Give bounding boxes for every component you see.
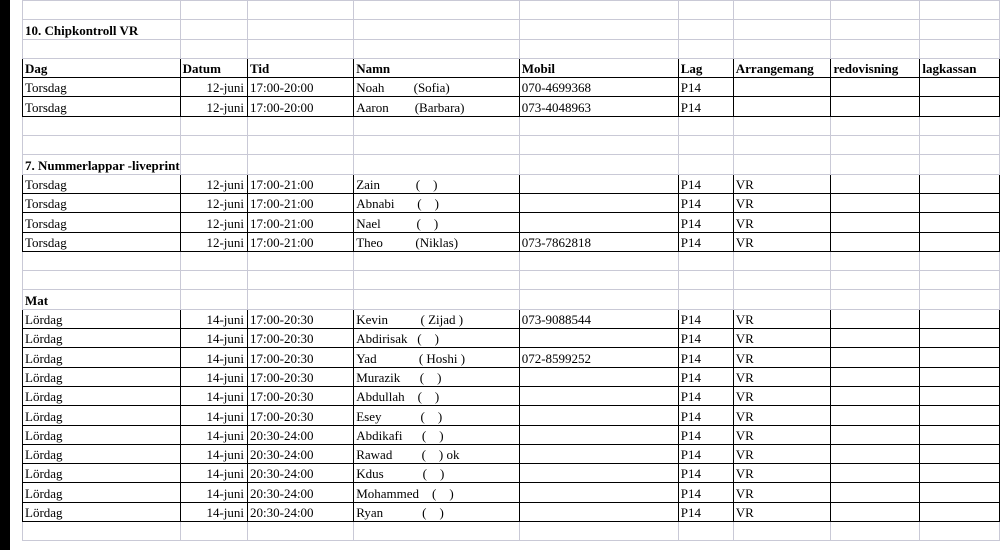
cell[interactable]: Mat [23,290,181,309]
cell[interactable] [678,1,733,20]
cell[interactable]: 20:30-24:00 [248,483,354,502]
cell[interactable] [831,502,920,521]
cell[interactable]: VR [733,232,831,251]
column-header-row [23,58,1000,77]
cell[interactable] [920,97,1000,116]
cell[interactable]: 14-juni [180,425,247,444]
cell[interactable]: VR [733,425,831,444]
table-row [23,97,1000,116]
cell[interactable]: 12-juni [180,193,247,212]
cell[interactable] [519,39,678,58]
cell[interactable] [831,290,920,309]
cell[interactable]: VR [733,309,831,328]
cell[interactable] [678,116,733,135]
cell[interactable] [920,502,1000,521]
cell[interactable] [831,367,920,386]
empty-row [23,251,1000,270]
cell[interactable] [733,136,831,155]
cell[interactable] [831,232,920,251]
cell[interactable] [920,39,1000,58]
cell[interactable] [733,97,831,116]
cell[interactable] [920,271,1000,290]
cell[interactable]: VR [733,174,831,193]
cell[interactable] [519,367,678,386]
cell[interactable] [678,20,733,39]
cell[interactable] [519,502,678,521]
cell[interactable] [831,251,920,270]
cell[interactable]: 14-juni [180,406,247,425]
cell[interactable]: Ryan ( ) [354,502,519,521]
cell[interactable]: P14 [678,425,733,444]
cell[interactable] [920,232,1000,251]
cell[interactable] [831,522,920,541]
cell[interactable] [519,464,678,483]
table-row [23,309,1000,328]
cell[interactable]: redovisning [831,58,920,77]
cell[interactable] [920,309,1000,328]
cell[interactable] [920,20,1000,39]
cell[interactable] [519,425,678,444]
cell[interactable] [920,329,1000,348]
table-row [23,444,1000,463]
cell[interactable] [733,251,831,270]
cell[interactable] [831,193,920,212]
cell[interactable] [831,386,920,405]
table-row [23,174,1000,193]
cell[interactable] [519,116,678,135]
cell[interactable] [920,406,1000,425]
cell[interactable] [248,290,354,309]
cell[interactable]: 20:30-24:00 [248,502,354,521]
cell[interactable]: 070-4699368 [519,78,678,97]
cell[interactable]: P14 [678,97,733,116]
cell[interactable] [519,386,678,405]
cell[interactable] [831,483,920,502]
cell[interactable]: P14 [678,464,733,483]
empty-row [23,116,1000,135]
cell[interactable]: Lördag [23,329,181,348]
table-row [23,78,1000,97]
cell[interactable] [354,290,519,309]
cell[interactable]: P14 [678,502,733,521]
cell[interactable] [519,271,678,290]
cell[interactable]: Aaron (Barbara) [354,97,519,116]
cell[interactable] [920,116,1000,135]
cell[interactable]: 12-juni [180,78,247,97]
cell[interactable] [248,522,354,541]
cell[interactable]: VR [733,367,831,386]
cell[interactable] [180,155,247,174]
cell[interactable]: Mohammed ( ) [354,483,519,502]
cell[interactable] [248,20,354,39]
cell[interactable] [354,271,519,290]
cell[interactable]: Kdus ( ) [354,464,519,483]
cell[interactable]: Noah (Sofia) [354,78,519,97]
cell[interactable] [920,425,1000,444]
cell[interactable]: Mobil [519,58,678,77]
cell[interactable]: 14-juni [180,386,247,405]
cell[interactable] [920,386,1000,405]
cell[interactable]: Torsdag [23,232,181,251]
cell[interactable] [831,213,920,232]
cell[interactable] [920,483,1000,502]
cell[interactable] [354,136,519,155]
spreadsheet-table [22,0,1000,541]
cell[interactable] [831,174,920,193]
cell[interactable]: Lördag [23,483,181,502]
cell[interactable]: VR [733,348,831,367]
cell[interactable]: Kevin ( Zijad ) [354,309,519,328]
cell[interactable] [519,483,678,502]
cell[interactable] [678,39,733,58]
cell[interactable] [831,97,920,116]
cell[interactable]: Torsdag [23,174,181,193]
cell[interactable]: 12-juni [180,232,247,251]
cell[interactable] [678,136,733,155]
cell[interactable] [733,522,831,541]
cell[interactable] [831,155,920,174]
cell[interactable] [519,251,678,270]
table-row [23,483,1000,502]
cell[interactable] [733,116,831,135]
cell[interactable] [519,136,678,155]
cell[interactable]: 072-8599252 [519,348,678,367]
cell[interactable] [733,290,831,309]
cell[interactable] [831,309,920,328]
cell[interactable]: Torsdag [23,213,181,232]
cell[interactable] [920,193,1000,212]
cell[interactable] [23,251,181,270]
table-row [23,502,1000,521]
cell[interactable]: 12-juni [180,97,247,116]
cell[interactable] [920,251,1000,270]
empty-row [23,271,1000,290]
cell[interactable] [831,116,920,135]
cell[interactable]: Torsdag [23,193,181,212]
cell[interactable]: Arrangemang [733,58,831,77]
cell[interactable]: VR [733,329,831,348]
cell[interactable]: Torsdag [23,97,181,116]
cell[interactable]: Lag [678,58,733,77]
cell[interactable]: P14 [678,78,733,97]
cell[interactable] [180,1,247,20]
cell[interactable] [733,271,831,290]
cell[interactable]: Yad ( Hoshi ) [354,348,519,367]
cell[interactable] [248,271,354,290]
cell[interactable]: 20:30-24:00 [248,464,354,483]
cell[interactable] [920,213,1000,232]
cell[interactable]: 12-juni [180,213,247,232]
cell[interactable] [920,155,1000,174]
cell[interactable] [248,155,354,174]
cell[interactable] [920,136,1000,155]
cell[interactable] [180,251,247,270]
section-title-row [23,155,1000,174]
cell[interactable] [920,444,1000,463]
cell[interactable]: P14 [678,386,733,405]
cell[interactable]: P14 [678,367,733,386]
cell[interactable] [23,271,181,290]
cell[interactable] [519,329,678,348]
cell[interactable]: VR [733,213,831,232]
cell[interactable] [519,174,678,193]
cell[interactable]: Lördag [23,444,181,463]
cell[interactable] [23,522,181,541]
cell[interactable] [519,193,678,212]
cell[interactable] [920,1,1000,20]
cell[interactable]: 12-juni [180,174,247,193]
cell[interactable] [354,1,519,20]
cell[interactable]: 17:00-21:00 [248,174,354,193]
cell[interactable] [519,155,678,174]
cell[interactable] [733,78,831,97]
cell[interactable]: P14 [678,483,733,502]
cell[interactable]: Lördag [23,309,181,328]
cell[interactable] [354,251,519,270]
cell[interactable]: 14-juni [180,348,247,367]
empty-row [23,39,1000,58]
cell[interactable]: P14 [678,444,733,463]
cell[interactable]: VR [733,406,831,425]
cell[interactable]: Tid [248,58,354,77]
empty-row [23,136,1000,155]
cell[interactable] [733,155,831,174]
cell[interactable] [354,155,519,174]
cell[interactable]: 17:00-20:30 [248,386,354,405]
cell[interactable]: P14 [678,329,733,348]
cell[interactable] [831,425,920,444]
cell[interactable] [678,251,733,270]
cell[interactable]: Lördag [23,406,181,425]
cell[interactable] [180,290,247,309]
table-row [23,386,1000,405]
cell[interactable] [831,1,920,20]
cell[interactable] [519,444,678,463]
cell[interactable] [180,116,247,135]
cell[interactable]: VR [733,483,831,502]
cell[interactable]: 17:00-21:00 [248,232,354,251]
cell[interactable] [733,1,831,20]
cell[interactable] [354,20,519,39]
cell[interactable] [248,251,354,270]
cell[interactable] [920,367,1000,386]
cell[interactable]: Abdullah ( ) [354,386,519,405]
empty-row [23,522,1000,541]
table-row [23,232,1000,251]
cell[interactable]: 17:00-20:30 [248,348,354,367]
cell[interactable]: Datum [180,58,247,77]
cell[interactable]: VR [733,193,831,212]
cell[interactable]: 073-4048963 [519,97,678,116]
cell[interactable]: Lördag [23,348,181,367]
cell[interactable]: Lördag [23,425,181,444]
cell[interactable]: Abdirisak ( ) [354,329,519,348]
cell[interactable] [248,1,354,20]
left-edge-bar [0,0,10,550]
table-row [23,464,1000,483]
cell[interactable] [678,155,733,174]
cell[interactable]: VR [733,502,831,521]
cell[interactable] [180,522,247,541]
cell[interactable] [248,136,354,155]
cell[interactable] [920,290,1000,309]
cell[interactable]: 14-juni [180,329,247,348]
cell[interactable] [831,20,920,39]
cell[interactable]: 17:00-20:30 [248,367,354,386]
cell[interactable] [180,271,247,290]
cell[interactable]: 14-juni [180,502,247,521]
cell[interactable] [519,1,678,20]
cell[interactable] [180,136,247,155]
cell[interactable]: Lördag [23,367,181,386]
cell[interactable] [23,39,181,58]
cell[interactable]: Abnabi ( ) [354,193,519,212]
cell[interactable] [519,522,678,541]
cell[interactable]: Rawad ( ) ok [354,444,519,463]
cell[interactable] [519,213,678,232]
cell[interactable] [180,39,247,58]
cell[interactable] [831,39,920,58]
section-title-row [23,290,1000,309]
cell[interactable] [23,136,181,155]
cell[interactable]: Dag [23,58,181,77]
cell[interactable]: P14 [678,348,733,367]
cell[interactable]: Lördag [23,464,181,483]
cell[interactable] [831,78,920,97]
cell[interactable] [920,174,1000,193]
cell[interactable] [920,464,1000,483]
cell[interactable]: 7. Nummerlappar -liveprint [23,155,181,174]
cell[interactable]: P14 [678,406,733,425]
cell[interactable]: Abdikafi ( ) [354,425,519,444]
table-row [23,406,1000,425]
cell[interactable]: 17:00-20:00 [248,97,354,116]
cell[interactable] [831,464,920,483]
cell[interactable] [678,271,733,290]
cell[interactable]: VR [733,386,831,405]
table-row [23,425,1000,444]
cell[interactable]: 17:00-20:00 [248,78,354,97]
cell[interactable]: 14-juni [180,309,247,328]
cell[interactable] [248,39,354,58]
cell[interactable] [831,271,920,290]
cell[interactable]: 14-juni [180,444,247,463]
table-row [23,193,1000,212]
cell[interactable]: 14-juni [180,464,247,483]
cell[interactable]: Torsdag [23,78,181,97]
cell[interactable]: Lördag [23,502,181,521]
cell[interactable]: P14 [678,309,733,328]
section-title-row [23,20,1000,39]
cell[interactable]: 17:00-20:30 [248,309,354,328]
cell[interactable]: P14 [678,213,733,232]
cell[interactable] [920,522,1000,541]
cell[interactable]: 17:00-21:00 [248,213,354,232]
cell[interactable]: VR [733,444,831,463]
cell[interactable]: Zain ( ) [354,174,519,193]
cell[interactable]: 10. Chipkontroll VR [23,20,181,39]
cell[interactable]: 073-9088544 [519,309,678,328]
cell[interactable]: lagkassan [920,58,1000,77]
cell[interactable] [831,444,920,463]
cell[interactable]: 14-juni [180,367,247,386]
empty-row [23,1,1000,20]
cell[interactable]: 17:00-20:30 [248,406,354,425]
cell[interactable]: 073-7862818 [519,232,678,251]
cell[interactable] [354,522,519,541]
cell[interactable] [248,116,354,135]
cell[interactable] [920,348,1000,367]
cell[interactable]: Namn [354,58,519,77]
cell[interactable]: 17:00-21:00 [248,193,354,212]
cell[interactable]: 20:30-24:00 [248,425,354,444]
cell[interactable] [831,406,920,425]
cell[interactable] [733,20,831,39]
cell[interactable]: P14 [678,232,733,251]
cell[interactable] [831,329,920,348]
cell[interactable] [831,136,920,155]
cell[interactable] [354,39,519,58]
cell[interactable]: VR [733,464,831,483]
cell[interactable] [354,116,519,135]
cell[interactable] [519,406,678,425]
cell[interactable]: 20:30-24:00 [248,444,354,463]
table-row [23,213,1000,232]
cell[interactable] [519,20,678,39]
cell[interactable]: Nael ( ) [354,213,519,232]
cell[interactable] [920,78,1000,97]
cell[interactable]: Theo (Niklas) [354,232,519,251]
cell[interactable] [180,20,247,39]
cell[interactable] [678,522,733,541]
cell[interactable] [678,290,733,309]
table-row [23,367,1000,386]
cell[interactable] [23,1,181,20]
cell[interactable]: 17:00-20:30 [248,329,354,348]
cell[interactable]: 14-juni [180,483,247,502]
table-row [23,329,1000,348]
cell[interactable] [519,290,678,309]
cell[interactable] [831,348,920,367]
cell[interactable] [23,116,181,135]
cell[interactable]: P14 [678,174,733,193]
cell[interactable]: Esey ( ) [354,406,519,425]
cell[interactable]: Murazik ( ) [354,367,519,386]
cell[interactable]: Lördag [23,386,181,405]
table-row [23,348,1000,367]
cell[interactable]: P14 [678,193,733,212]
cell[interactable] [733,39,831,58]
